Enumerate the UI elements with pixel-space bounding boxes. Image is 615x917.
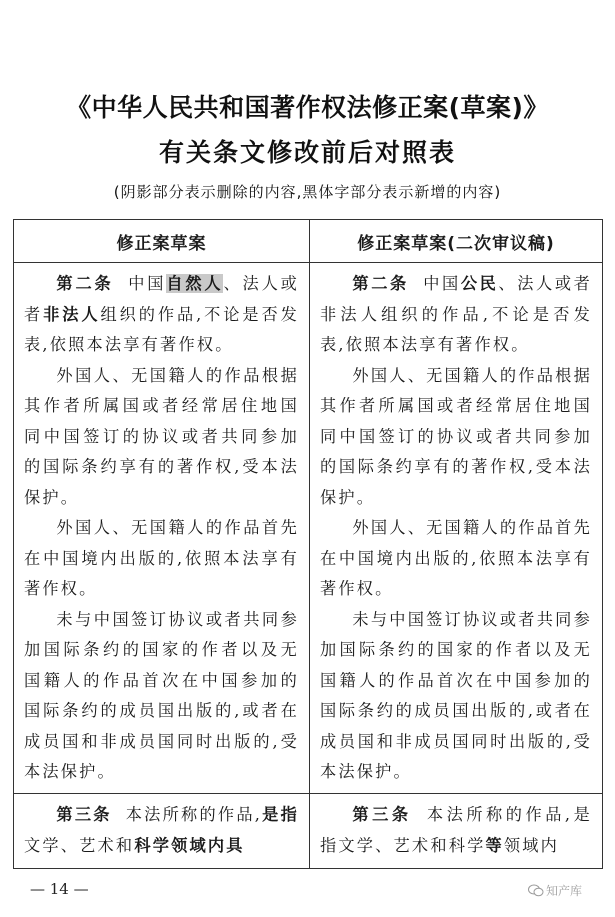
right-art3-para1: 第三条 本法所称的作品,是指文学、艺术和科学等领域内: [320, 805, 592, 855]
document-title: 《中华人民共和国著作权法修正案(草案)》: [66, 93, 549, 122]
left-article-2-cell: [14, 263, 310, 794]
article-label: 第二条: [56, 274, 114, 293]
article-label: 第三条: [56, 805, 112, 824]
column-header-draft: 修正案草案: [14, 220, 310, 263]
added-text: 非法人: [43, 304, 101, 324]
left-art2-para3: 外国人、无国籍人的作品首先在中国境内出版的,依照本法享有著作权。: [24, 518, 299, 598]
table-row: [14, 794, 603, 869]
right-article-2-cell: [310, 263, 603, 794]
right-art2-para1: 第二条 中国公民、法人或者非法人组织的作品,不论是否发表,依照本法享有著作权。: [320, 274, 593, 354]
page-number: — 14 —: [30, 880, 89, 898]
deleted-text: 自然人: [166, 274, 224, 293]
left-art3-para1: 第三条 本法所称的作品,是指文学、艺术和科学领域内具: [24, 805, 300, 855]
right-art2-para2: 外国人、无国籍人的作品根据其作者所属国或者经常居住地国同中国签订的协议或者共同参加的国际条约享有的著作权,受本法保护。: [320, 365, 592, 507]
left-article-3-cell: [14, 794, 310, 869]
article-label: 第三条: [352, 805, 412, 824]
watermark-text: 知产库: [546, 884, 583, 898]
table-row: [14, 263, 603, 794]
watermark: [528, 882, 582, 899]
legend-note: (阴影部分表示删除的内容,黑体字部分表示新增的内容): [113, 183, 502, 201]
table-header-row: [14, 220, 603, 263]
added-text: 科学领域内具: [134, 835, 245, 855]
left-art2-para1: 第二条 中国自然人、法人或者非法人组织的作品,不论是否发表,依照本法享有著作权。: [24, 274, 299, 354]
right-art2-para4: 未与中国签订协议或者共同参加国际条约的国家的作者以及无国籍人的作品首次在中国参加的国际条约的成员国出版的,或者在成员国和非成员国同时出版的,受本法保护。: [320, 609, 592, 781]
added-text: 是指: [262, 805, 300, 824]
added-text: 等: [485, 835, 504, 855]
column-header-second-draft: 修正案草案(二次审议稿): [310, 220, 603, 263]
added-text: 公民: [460, 274, 499, 293]
right-art2-para3: 外国人、无国籍人的作品首先在中国境内出版的,依照本法享有著作权。: [320, 518, 592, 598]
left-art2-para4: 未与中国签订协议或者共同参加国际条约的国家的作者以及无国籍人的作品首次在中国参加的国际条约的成员国出版的,或者在成员国和非成员国同时出版的,受本法保护。: [24, 609, 299, 781]
left-art2-para2: 外国人、无国籍人的作品根据其作者所属国或者经常居住地国同中国签订的协议或者共同参加的国际条约享有的著作权,受本法保护。: [24, 365, 299, 507]
right-article-3-cell: [310, 794, 603, 869]
article-label: 第二条: [352, 274, 409, 293]
comparison-table: [13, 219, 603, 869]
document-subtitle: 有关条文修改前后对照表: [158, 138, 456, 167]
wechat-icon: [528, 884, 544, 897]
